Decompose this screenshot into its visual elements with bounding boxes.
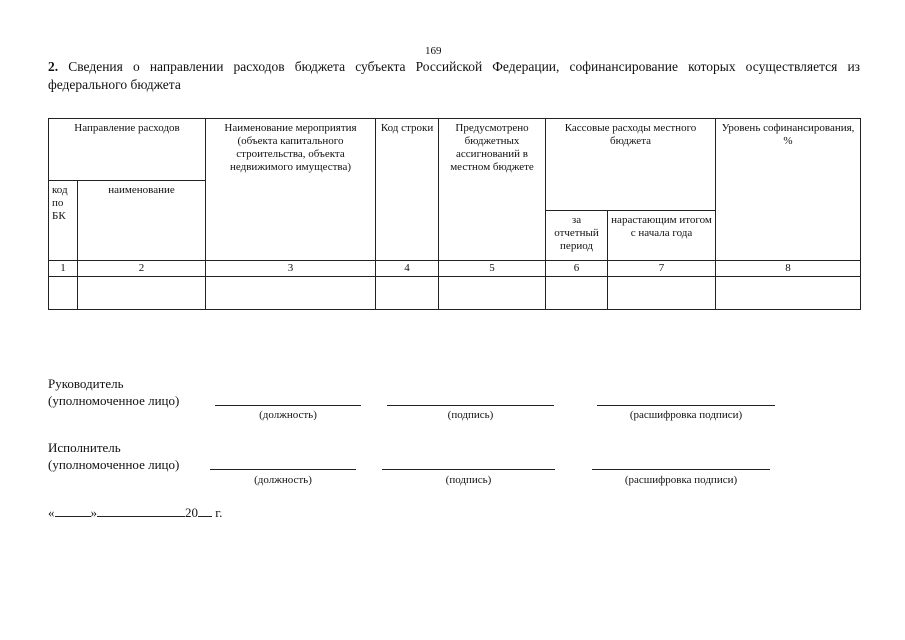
column-number: 3 [206,261,376,277]
header-cumulative: нарастающим итогом с начала года [608,211,716,261]
executor-position-line[interactable] [210,469,356,470]
header-planned: Предусмотрено бюджетных ассигнований в местном бюджете [439,119,546,261]
header-code-bk: код по БК [49,181,78,261]
column-number: 5 [439,261,546,277]
column-number: 2 [78,261,206,277]
executor-decoding-caption: (расшифровка подписи) [624,474,738,486]
header-reporting-period: за отчетный период [546,211,608,261]
column-number: 4 [376,261,439,277]
executor-decoding-line[interactable] [592,469,770,470]
date-day-blank[interactable] [55,503,91,517]
table-row [49,277,861,310]
head-position-line[interactable] [215,405,361,406]
header-cofinancing-level: Уровень софинансирования, % [716,119,861,261]
date-month-blank[interactable] [97,503,185,517]
section-number: 2. [48,59,59,74]
column-number: 8 [716,261,861,277]
executor-signature-line[interactable] [382,469,555,470]
column-number: 1 [49,261,78,277]
header-direction: Направление расходов [49,119,206,181]
page-number: 169 [425,45,442,57]
head-signature-caption: (подпись) [447,409,494,421]
column-numbers-row [49,261,861,277]
head-signature-line[interactable] [387,405,554,406]
header-row-code: Код строки [376,119,439,261]
column-number: 7 [608,261,716,277]
executor-position-caption: (должность) [254,474,312,486]
column-number: 6 [546,261,608,277]
head-decoding-caption: (расшифровка подписи) [629,409,743,421]
executor-signature-caption: (подпись) [445,474,492,486]
section-title: Сведения о направлении расходов бюджета субъекта Российской Федерации, софинансирование которых осуществляется из федерального бюджета [48,59,861,92]
expenses-table [48,118,861,310]
date-year-blank[interactable] [198,503,212,517]
header-name: наименование [78,181,206,261]
header-cash-expenses: Кассовые расходы местного бюджета [546,119,716,211]
head-decoding-line[interactable] [597,405,775,406]
header-event: Наименование мероприятия (объекта капитального строительства, объекта недвижимого имущества) [206,119,376,261]
section-heading [48,58,860,94]
date-field: « » 20 г. [48,505,223,520]
executor-signature-label: Исполнитель (уполномоченное лицо) [48,440,180,472]
head-signature-label: Руководитель (уполномоченное лицо) [48,376,180,408]
head-position-caption: (должность) [259,409,317,421]
